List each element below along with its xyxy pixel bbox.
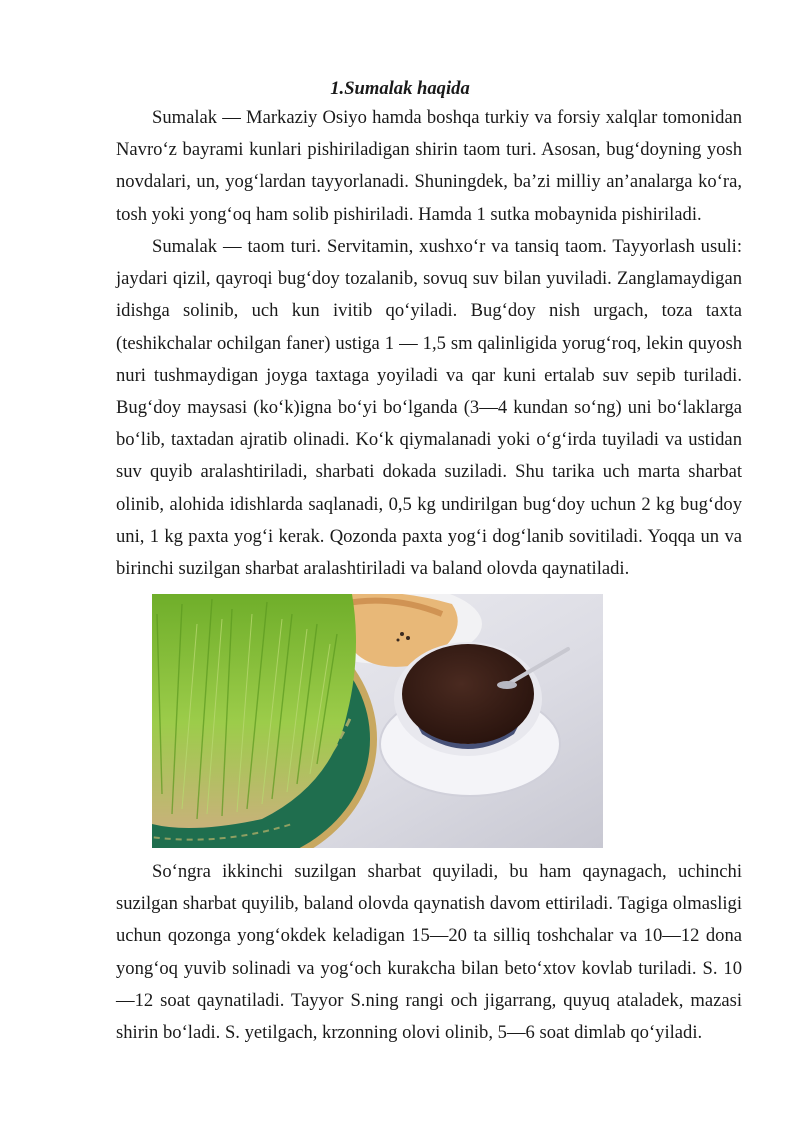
sumalak-photo: [152, 594, 603, 848]
paragraph-intro: Sumalak — Markaziy Osiyo hamda boshqa turkiy va forsiy xalqlar tomonidan Navro‘z bayrami kunlari pishiriladigan shirin taom turi. Asosan, bug‘doyning yosh novdalari, un, yog‘lardan tayyorlanadi. Shuningdek, ba’zi milliy an’analarga ko‘ra, tosh yoki yong‘oq ham solib pishiriladi. Hamda 1 sutka mobaynida pishiriladi.: [116, 107, 742, 225]
section-title: 1.Sumalak haqida: [330, 78, 470, 99]
photo-illustration: [152, 594, 603, 848]
paragraph-cooking: So‘ngra ikkinchi suzilgan sharbat quyiladi, bu ham qaynagach, uchinchi suzilgan sharbat quyilib, baland olovda qaynatish davom ettiriladi. Tagiga olmasligi uchun qozonga yong‘okdek keladigan 15—20 ta silliq toshchalar va 10—12 dona yong‘oq yuvib solinadi va yog‘och kurakcha bilan beto‘xtov kovlab turiladi. S. 10—12 soat qaynatiladi. Tayyor S.ning rangi och jigarrang, quyuq ataladek, mazasi shirin bo‘ladi. S. yetilgach, krzonning olovi olinib, 5—6 soat dimlab qo‘yiladi.: [116, 861, 742, 1044]
paragraph-recipe: Sumalak — taom turi. Servitamin, xushxo‘r va tansiq taom. Tayyorlash usuli: jaydari qizil, qayroqi bug‘doy tozalanib, sovuq suv bilan yuviladi. Zanglamaydigan idishga solinib, uch kun ivitib qo‘yiladi. Bug‘doy nish urgach, toza taxta (teshikchalar ochilgan faner) ustiga 1 — 1,5 sm qalinligida yorug‘roq, lekin quyosh nuri tushmaydigan joyga taxtaga yoyiladi va qar kuni ertalab suv sepib turiladi. Bug‘doy maysasi (ko‘k)igna bo‘yi bo‘lganda (3—4 kundan so‘ng) uni bo‘laklarga bo‘lib, taxtadan ajratib olinadi. Ko‘k qiymalanadi yoki o‘g‘irda tuyiladi va ustidan suv quyib aralashtiriladi, sharbati dokada suziladi. Shu tarika uch marta sharbat olinib, alohida idishlarda saqlanadi, 0,5 kg undirilgan bug‘doy uchun 2 kg bug‘doy uni, 1 kg paxta yog‘i kerak. Qozonda paxta yog‘i dog‘lanib sovitiladi. Yoqqa un va birinchi suzilgan sharbat aralashtiriladi va baland olovda qaynatiladi.: [116, 236, 742, 580]
